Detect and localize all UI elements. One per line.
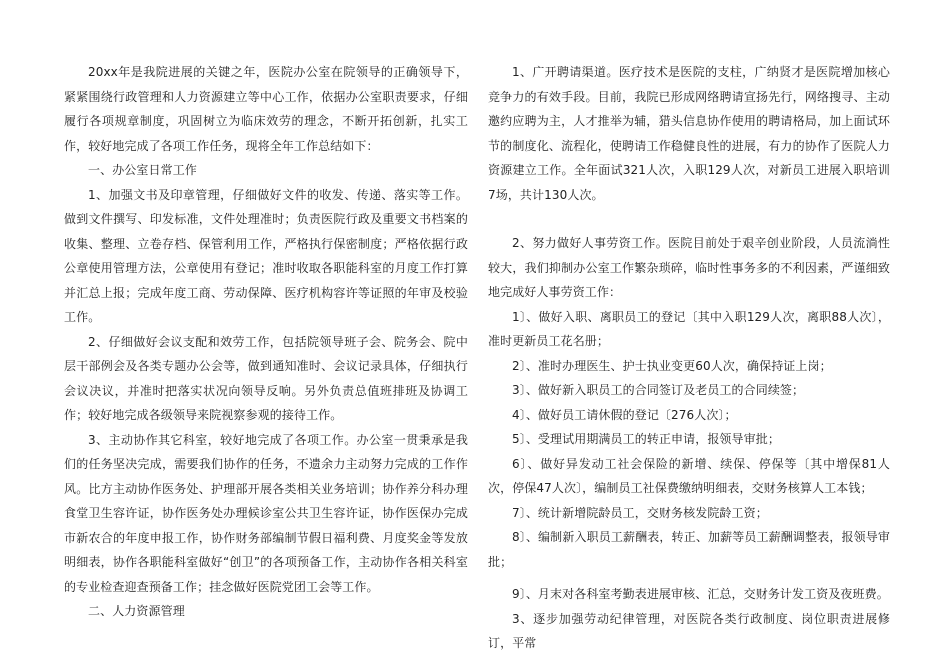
paragraph-meeting-service: 2、仔细做好会议支配和效劳工作，包括院领导班子会、院务会、院中层干部例会及各类专题办公会等，做到通知准时、会议记录具体，仔细执行会议决议，并准时把落实状况向领导反响。另外负责总值班排班及协调工作；较好地完成各级领导来院视察参观的接待工作。: [64, 334, 468, 422]
right-column: [488, 60, 890, 656]
list-item: 7〕、统计新增院龄员工，交财务核发院龄工资；: [512, 505, 768, 520]
paragraph-personnel: 2、努力做好人事劳资工作。医院目前处于艰辛创业阶段，人员流淌性较大，我们抑制办公室工作繁杂琐碎，临时性事务多的不利因素，严谨细致地完成好人事劳资工作：: [488, 236, 890, 299]
left-column: [64, 60, 468, 624]
list-item: 5〕、受理试用期满员工的转正申请，报领导审批；: [512, 432, 780, 446]
list-item: 2〕、准时办理医生、护士执业变更60人次，确保持证上岗；: [512, 358, 832, 373]
list-item: 6〕、做好异发动工社会保险的新增、续保、停保等〔其中增保81人次，停保47人次〕，编制员工社保费缴纳明细表，交财务核算人工本钱；: [488, 456, 890, 495]
paragraph-document-management: 1、加强文书及印章管理，仔细做好文件的收发、传递、落实等工作。做到文件撰写、印发标准，文件处理准时；负责医院行政及重要文书档案的收集、整理、立卷存档、保管利用工作，严格执行保密制度；严格依据行政公章使用管理方法，公章使用有登记；准时收取各职能科室的月度工作打算并汇总上报；完成年度工商、劳动保障、医疗机构容许等证照的年审及校验工作。: [64, 187, 468, 324]
list-item: 4〕、做好员工请休假的登记〔276人次〕；: [512, 407, 737, 422]
list-item: 1〕、做好入职、离职员工的登记〔其中入职129人次，离职88人次〕，准时更新员工花名册；: [488, 309, 890, 348]
section-heading-office: 一、办公室日常工作: [88, 163, 197, 177]
paragraph-discipline: 3、逐步加强劳动纪律管理，对医院各类行政制度、岗位职责进展修订，平常: [488, 611, 890, 650]
list-item: 3〕、做好新入职员工的合同签订及老员工的合同续签；: [512, 383, 805, 397]
intro-paragraph: 20xx年是我院进展的关键之年，医院办公室在院领导的正确领导下，紧紧围绕行政管理和人力资源建立等中心工作，依据办公室职责要求，仔细履行各项规章制度，巩固树立为临床效劳的理念，不断开拓创新，扎实工作，较好地完成了各项工作任务，现将全年工作总结如下：: [64, 65, 468, 153]
paragraph-recruitment: 1、广开聘请渠道。医疗技术是医院的支柱，广纳贤才是医院增加核心竞争力的有效手段。目前，我院已形成网络聘请宣扬先行，网络搜寻、主动邀约应聘为主，人才推举为辅，猎头信息协作使用的聘请格局，加上面试环节的制度化、流程化，使聘请工作稳健良性的进展，有力的协作了医院人力资源建立工作。全年面试321人次，入职129人次，对新员工进展入职培训7场，共计130人次。: [488, 65, 890, 202]
section-heading-hr: 二、人力资源管理: [88, 604, 185, 618]
paragraph-cooperation: 3、主动协作其它科室，较好地完成了各项工作。办公室一贯秉承是我们的任务坚决完成，需要我们协作的任务，不遗余力主动努力完成的工作作风。比方主动协作医务处、护理部开展各类相关业务培训；协作养分科办理食堂卫生容许证，协作医务处办理候诊室公共卫生容许证，协作医保办完成市新农合的年度申报工作，协作财务部编制节假日福利费、月度奖金等发放明细表，协作各职能科室做好“创卫”的各项预备工作，主动协作各相关科室的专业检查迎查预备工作；挂念做好医院党团工会等工作。: [64, 432, 468, 594]
list-item: 9〕、月末对各科室考勤表进展审核、汇总，交财务计发工资及夜班费。: [512, 587, 889, 601]
list-item: 8〕、编制新入职员工薪酬表，转正、加薪等员工薪酬调整表，报领导审批；: [488, 530, 890, 569]
